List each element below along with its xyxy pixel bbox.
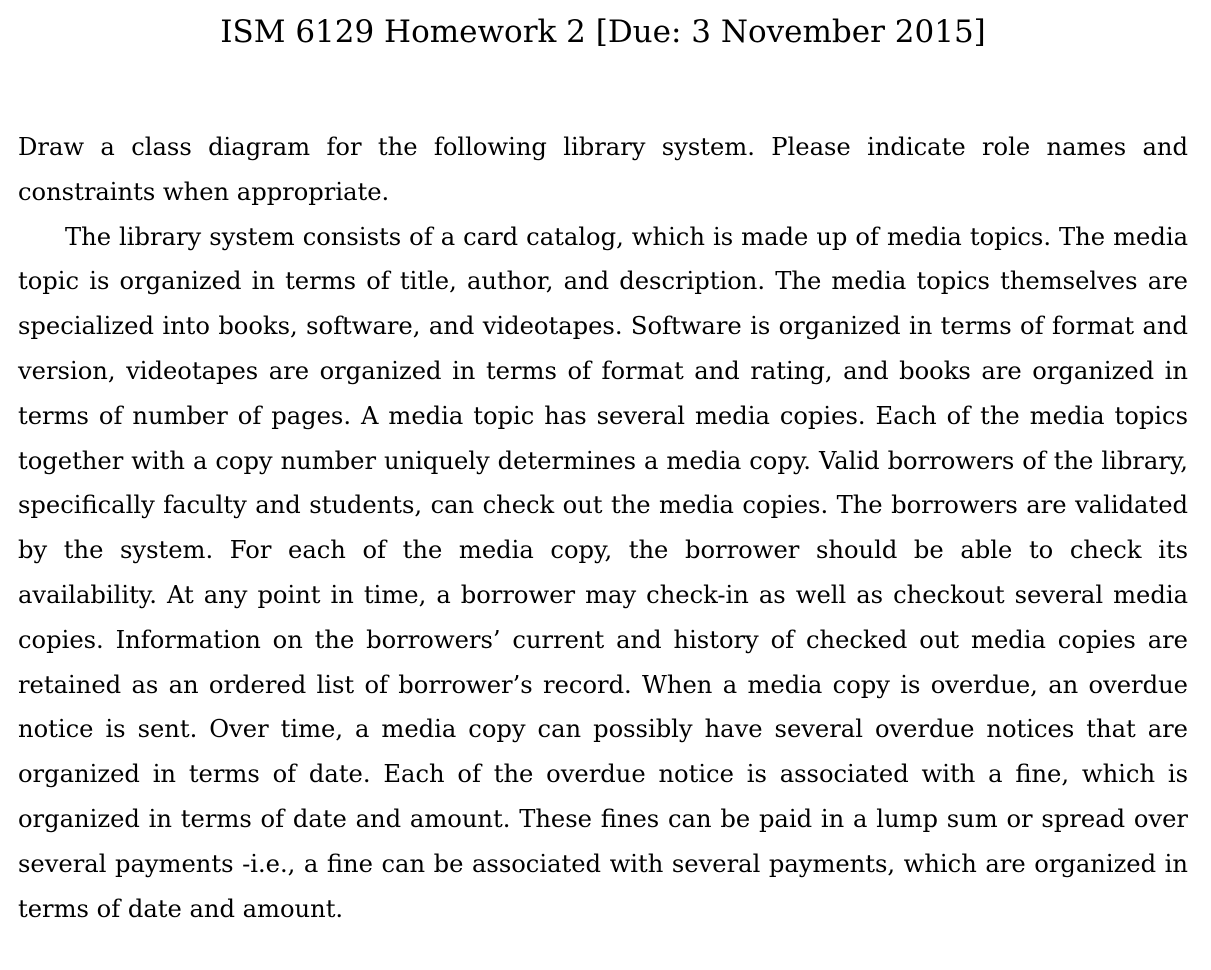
instruction-paragraph: Draw a class diagram for the following library system. Please indicate role names and constraints when appropriate. (18, 133, 1188, 206)
document-title: ISM 6129 Homework 2 [Due: 3 November 2015] (220, 14, 986, 50)
document-body (18, 125, 1188, 931)
library-system-description-paragraph: The library system consists of a card catalog, which is made up of media topics. The media topic is organized in terms of title, author, and description. The media topics themselves are specialized into books, software, and videotapes. Software is organized in terms of format and version, videotapes are organized in terms of format and rating, and books are organized in terms of number of pages. A media topic has several media copies. Each of the media topics together with a copy number uniquely determines a media copy. Valid borrowers of the library, specifically faculty and students, can check out the media copies. The borrowers are validated by the system. For each of the media copy, the borrower should be able to check its availability. At any point in time, a borrower may check-in as well as checkout several media copies. Information on the borrowers’ current and history of checked out media copies are retained as an ordered list of borrower’s record. When a media copy is overdue, an overdue notice is sent. Over time, a media copy can possibly have several overdue notices that are organized in terms of date. Each of the overdue notice is associated with a fine, which is organized in terms of date and amount. These fines can be paid in a lump sum or spread over several payments -i.e., a fine can be associated with several payments, which are organized in terms of date and amount. (18, 222, 1188, 923)
